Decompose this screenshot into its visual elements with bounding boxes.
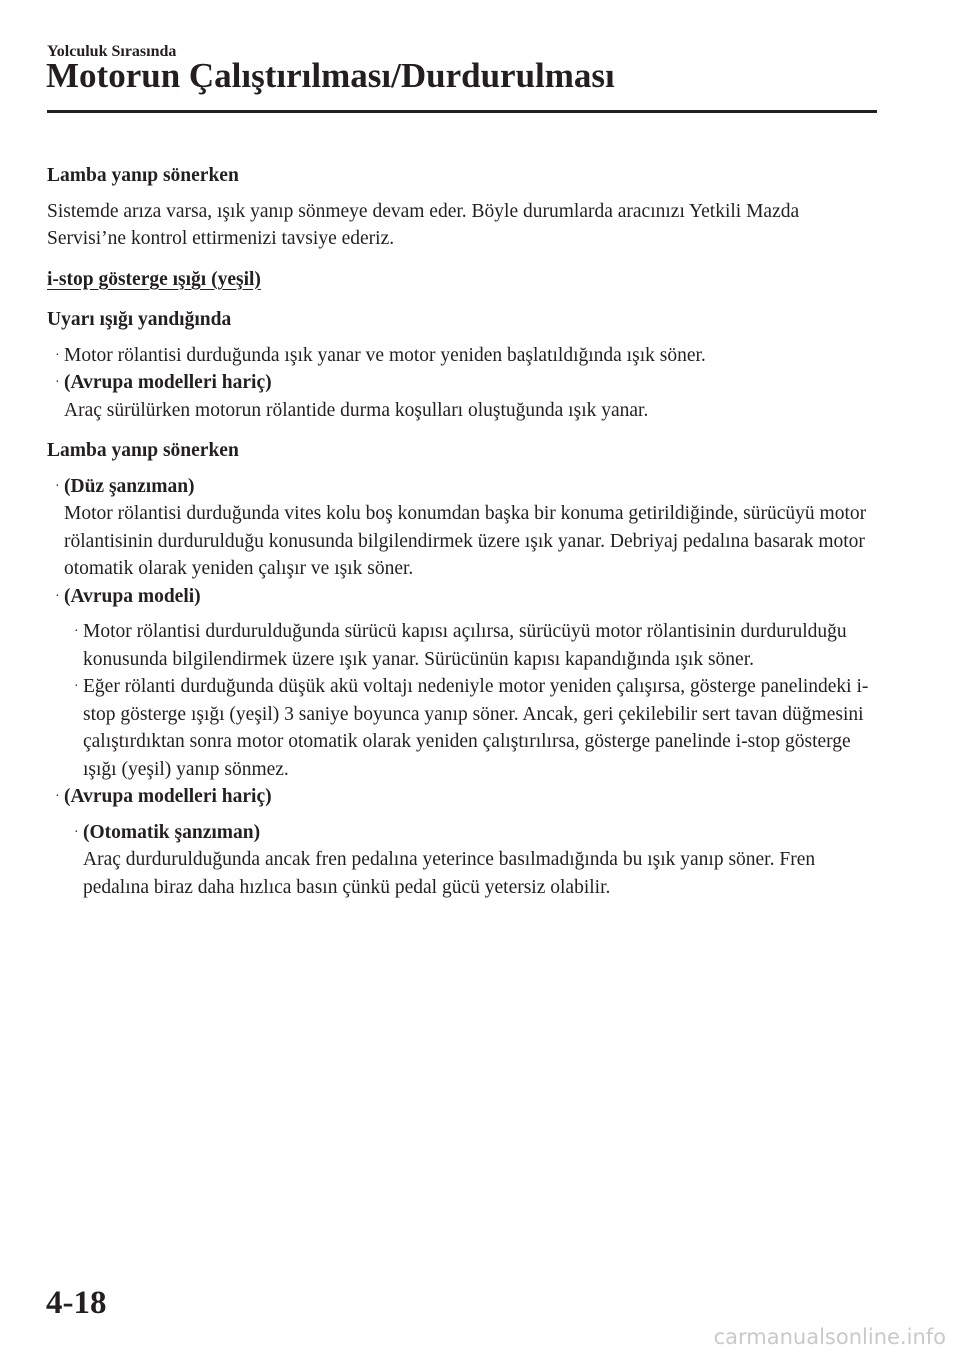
bullet-dot: ·: [74, 679, 79, 694]
bullet-dot: ·: [74, 624, 79, 639]
list-item-text: Motor rölantisi durdurulduğunda sürücü kapısı açılırsa, sürücüyü motor rölantisinin durdurulduğu konusunda bilgilendirmek üzere ışık yanar. Sürücünün kapısı kapandığında ışık söner.: [83, 621, 847, 670]
list-item: [47, 473, 877, 583]
istop-heading-text: i-stop gösterge ışığı (yeşil): [47, 268, 261, 290]
list-item-title: (Düz şanzıman): [64, 475, 195, 497]
list-item: [47, 369, 877, 424]
list-item-text: Motor rölantisi durduğunda ışık yanar ve motor yeniden başlatıldığında ışık söner.: [64, 344, 706, 366]
list-item-text: Eğer rölanti durduğunda düşük akü voltajı nedeniyle motor yeniden çalışırsa, gösterge panelindeki i-stop gösterge ışığı (yeşil) 3 saniye boyunca yanıp söner. Ancak, geri çekilebilir sert tavan düğmesini çalıştırdıktan sonra motor otomatik olarak yeniden çalıştırılırsa, gösterge panelinde i-stop gösterge ışığı (yeşil) yanıp sönmez.: [83, 676, 869, 780]
bullet-dot: ·: [55, 588, 60, 604]
list-item: [66, 618, 877, 673]
section-label: Yolculuk Sırasında: [47, 43, 177, 60]
heading-light-on: Uyarı ışığı yandığında: [47, 309, 232, 330]
sub-list-non-europe: [66, 819, 877, 902]
title-rule: [47, 110, 877, 113]
bullet-dot: ·: [55, 789, 60, 804]
list-item: [47, 342, 877, 370]
body-content: [47, 162, 877, 901]
istop-heading: [47, 266, 877, 294]
list-item-title: (Avrupa modeli): [64, 585, 201, 607]
list-item: [66, 673, 877, 783]
list-item-text: Araç durdurulduğunda ancak fren pedalına yeterince basılmadığında bu ışık yanıp söner. Fren pedalına biraz daha hızlıca basın çünkü pedal gücü yetersiz olabilir.: [83, 849, 816, 898]
heading-flashing-2: Lamba yanıp sönerken: [47, 440, 239, 461]
list-item: [47, 783, 877, 811]
bullet-dot: ·: [55, 478, 60, 494]
list-item: [66, 819, 877, 902]
list-item-title: (Otomatik şanzıman): [83, 821, 261, 843]
paragraph-malfunction: Sistemde arıza varsa, ışık yanıp sönmeye devam eder. Böyle durumlarda aracınızı Yetkili Mazda Servisi’ne kontrol ettirmenizi tavsiye ederiz.: [47, 200, 800, 249]
page-number: 4-18: [46, 1285, 107, 1321]
watermark: carmanualsonline.info: [713, 1325, 946, 1349]
bullet-dot: ·: [55, 375, 60, 390]
sub-list-europe: [66, 618, 877, 783]
list-item-title: (Avrupa modelleri hariç): [64, 372, 272, 393]
page-title: Motorun Çalıştırılması/Durdurulması: [46, 56, 615, 95]
heading-flashing-1: Lamba yanıp sönerken: [47, 165, 239, 186]
list-item-text: Motor rölantisi durduğunda vites kolu boş konumdan başka bir konuma getirildiğinde, sürücüyü motor rölantisinin durdurulduğu konusunda bilgilendirmek üzere ışık yanar. Debriyaj pedalına basarak motor otomatik olarak yeniden çalışır ve ışık söner.: [64, 503, 867, 579]
bullet-dot: ·: [55, 347, 60, 363]
bullet-dot: ·: [74, 824, 79, 840]
list-item-title: (Avrupa modelleri hariç): [64, 786, 272, 807]
list-item: [47, 583, 877, 611]
list-item-text: Araç sürülürken motorun rölantide durma koşulları oluştuğunda ışık yanar.: [64, 399, 649, 421]
